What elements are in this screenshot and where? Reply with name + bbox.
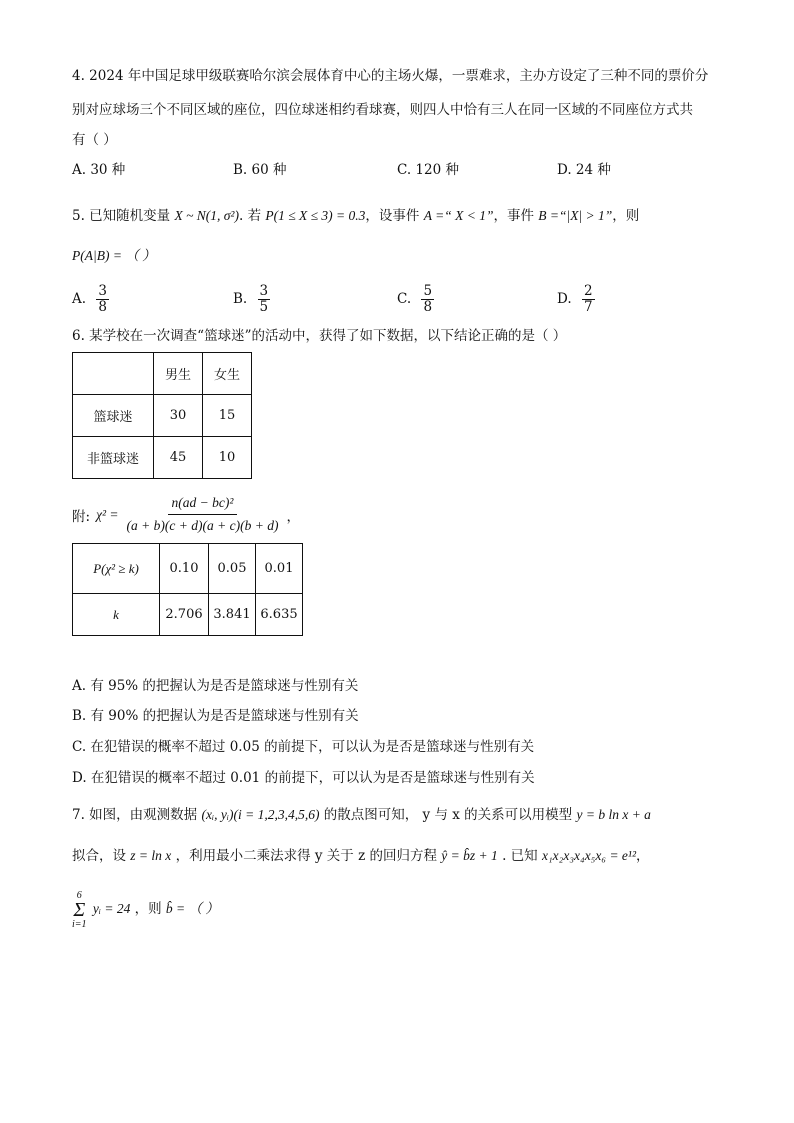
q7-text-d: 拟合，设	[72, 848, 126, 864]
q7-regression: ŷ = b̂z + 1	[441, 848, 498, 863]
denominator: 5	[259, 299, 269, 315]
q6-critical-table	[72, 543, 303, 636]
q6-data-table	[72, 352, 252, 479]
table-cell: 30	[154, 395, 203, 437]
q5-option-d-fraction	[582, 284, 595, 315]
formula-label: 附:	[72, 508, 91, 525]
q5-option-a[interactable]	[72, 284, 109, 315]
q7-text-g: . 已知	[502, 848, 538, 864]
formula-denominator: (a + b)(c + d)(a + c)(b + d)	[126, 518, 279, 533]
numerator: 3	[259, 283, 269, 299]
q5-probability: P(1 ≤ X ≤ 3) = 0.3	[265, 208, 366, 223]
table-cell: 2.706	[160, 594, 209, 636]
q5-stem-line1	[72, 206, 639, 226]
table-cell: 6.635	[256, 594, 303, 636]
table-header-empty	[73, 353, 154, 395]
formula-fraction	[123, 492, 283, 537]
numerator: 5	[423, 283, 433, 299]
q5-option-a-label: A.	[72, 291, 87, 307]
q5-event-b: B =“|X| > 1”	[538, 208, 613, 223]
table-row	[73, 594, 303, 636]
q7-model: y = b ln x + a	[576, 807, 651, 822]
q5-mid3: ，事件	[493, 208, 534, 224]
q7-text-e: ，利用最小二乘法求得	[175, 848, 311, 864]
table-row	[73, 544, 303, 594]
q5-event-a: A =“ X < 1”	[423, 208, 494, 223]
q5-option-b-fraction	[258, 284, 271, 315]
formula-lhs: χ² =	[96, 506, 119, 522]
q7-text-f: y 关于 z 的回归方程	[314, 848, 437, 864]
q7-stem-line3	[72, 888, 219, 930]
q5-prefix: 5. 已知随机变量	[72, 208, 171, 224]
table-header-male: 男生	[154, 353, 203, 395]
q5-mid1: . 若	[238, 208, 262, 224]
q7-sum-expr: yᵢ = 24	[92, 901, 131, 916]
q7-text-a: 7. 如图，由观测数据	[72, 807, 198, 823]
denominator: 8	[98, 299, 107, 315]
q7-substitution: z = ln x	[130, 848, 172, 863]
table-row	[73, 395, 252, 437]
sum-lower: i=1	[72, 918, 87, 930]
row-label: 篮球迷	[73, 395, 154, 437]
q7-stem-line1	[72, 805, 651, 825]
q6-option-b[interactable]: B. 有 90% 的把握认为是否是篮球迷与性别有关	[72, 708, 359, 724]
q5-option-a-fraction	[96, 284, 109, 315]
table-cell: 15	[203, 395, 252, 437]
q4-option-a[interactable]: A. 30 种	[72, 162, 126, 178]
numerator: 3	[98, 283, 107, 299]
q7-product: x₁x₂x₃x₄x₅x₆ = e¹²	[541, 848, 637, 863]
q7-text-h: ，	[636, 848, 650, 864]
q5-option-c-fraction	[421, 284, 434, 315]
q5-option-b[interactable]	[233, 284, 270, 315]
q7-text-c: y 与 x 的关系可以用模型	[422, 807, 573, 823]
q5-option-c-label: C.	[397, 291, 412, 307]
q5-option-d[interactable]	[557, 284, 595, 315]
q5-distribution: X ~ N(1, σ²)	[174, 208, 239, 223]
q7-stem-line2	[72, 846, 650, 866]
q4-option-b[interactable]: B. 60 种	[233, 162, 287, 178]
q7-question: b̂ = （ ）	[165, 901, 219, 916]
q6-stem: 6. 某学校在一次调查“篮球迷”的活动中，获得了如下数据，以下结论正确的是（ ）	[72, 328, 567, 344]
formula-end: ，	[286, 508, 300, 525]
q5-option-d-label: D.	[557, 291, 572, 307]
q7-text-i: ，则	[134, 901, 162, 917]
table-cell: 45	[154, 437, 203, 479]
q6-option-a[interactable]: A. 有 95% 的把握认为是否是篮球迷与性别有关	[72, 678, 359, 694]
sum-upper: 6	[76, 889, 82, 901]
chi-square-formula	[72, 492, 300, 537]
denominator: 8	[423, 299, 433, 315]
table-row	[73, 437, 252, 479]
q5-option-c[interactable]	[397, 284, 434, 315]
table-cell: 0.05	[209, 544, 256, 594]
denominator: 7	[583, 299, 593, 315]
q4-stem-line3: 有（ ）	[72, 132, 117, 148]
q4-stem-line1: 4. 2024 年中国足球甲级联赛哈尔滨会展体育中心的主场火爆，一票难求，主办方设定了三种不同的票价分	[72, 68, 709, 84]
q4-option-d[interactable]: D. 24 种	[557, 162, 611, 178]
sigma-symbol: Σ	[73, 898, 86, 921]
numerator: 2	[583, 283, 593, 299]
table-cell: 0.01	[256, 544, 303, 594]
q4-option-c[interactable]: C. 120 种	[397, 162, 459, 178]
crit-row2-label: k	[73, 594, 160, 636]
row-label: 非篮球迷	[73, 437, 154, 479]
q5-mid2: ，设事件	[365, 208, 420, 224]
table-header-female: 女生	[203, 353, 252, 395]
table-cell: 3.841	[209, 594, 256, 636]
formula-numerator: n(ad − bc)²	[168, 492, 238, 515]
q6-option-c[interactable]: C. 在犯错误的概率不超过 0.05 的前提下，可以认为是否是篮球迷与性别有关	[72, 739, 535, 755]
table-cell: 0.10	[160, 544, 209, 594]
q7-text-b: 的散点图可知，	[323, 807, 419, 823]
q4-stem-line2: 别对应球场三个不同区域的座位，四位球迷相约看球赛，则四人中恰有三人在同一区域的不同座位方式共	[72, 102, 693, 118]
summation-icon	[72, 890, 87, 930]
q6-option-d[interactable]: D. 在犯错误的概率不超过 0.01 的前提下，可以认为是否是篮球迷与性别有关	[72, 770, 535, 786]
q5-option-b-label: B.	[233, 291, 248, 307]
crit-row1-label: P(χ² ≥ k)	[73, 544, 160, 594]
q7-data: (xᵢ, yᵢ)(i = 1,2,3,4,5,6)	[201, 807, 320, 822]
table-cell: 10	[203, 437, 252, 479]
q5-end: ，则	[612, 208, 640, 224]
q5-stem-line2: P(A|B) = （ ）	[72, 248, 156, 263]
